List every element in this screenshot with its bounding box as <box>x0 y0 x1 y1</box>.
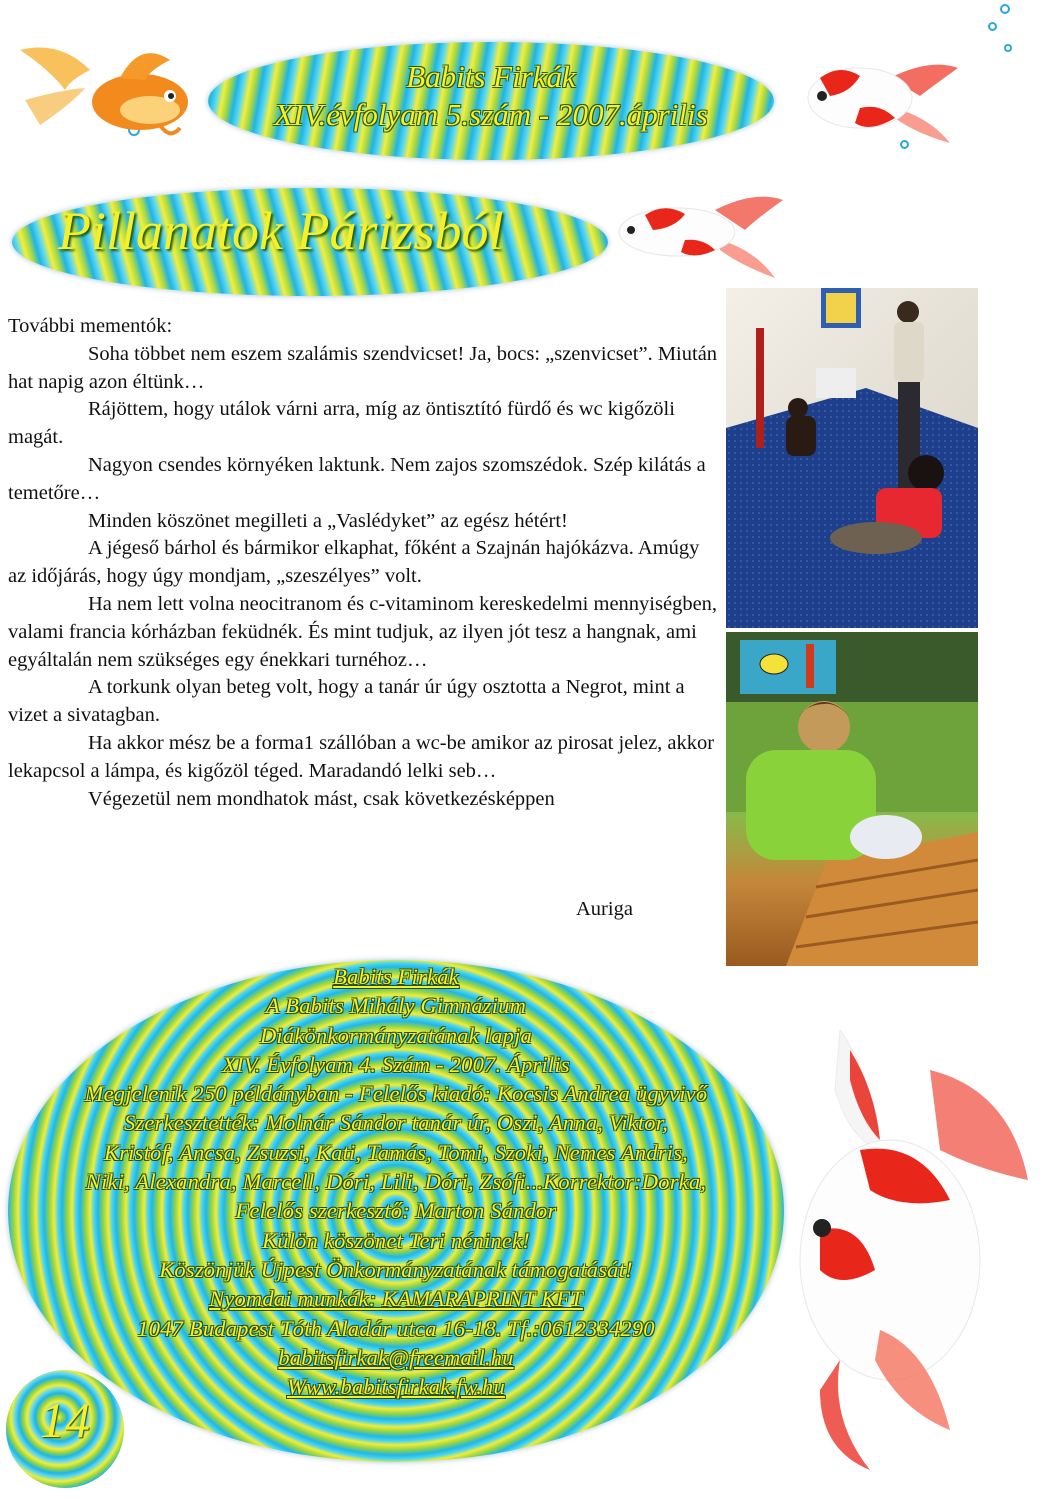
colophon-address: 1047 Budapest Tóth Aladár utca 16-18. Tf.:0612334290 <box>137 1315 655 1341</box>
corridor-illustration <box>726 288 978 628</box>
masthead-title: Babits Firkák <box>406 59 576 94</box>
koi-fish-icon <box>780 1030 1030 1470</box>
article-paragraph: Nagyon csendes környéken laktunk. Nem zajos szomszédok. Szép kilátás a temetőre… <box>8 453 706 504</box>
colophon-line: Niki, Alexandra, Marcell, Dóri, Lili, Dóri, Zsófi...Korrektor:Dorka, <box>85 1169 707 1195</box>
article-paragraph: Minden köszönet megilleti a „Vaslédyket” az egész hétért! <box>88 509 568 532</box>
article-author: Auriga <box>576 898 633 920</box>
article-paragraph: A torkunk olyan beteg volt, hogy a tanár úr úgy osztotta a Negrot, mint a vizet a sivatagban. <box>8 676 685 727</box>
colophon-title: Babits Firkák <box>333 964 459 989</box>
article-paragraph: Ha akkor mész be a forma1 szállóban a wc-be amikor az pirosat jelez, akkor lekapcsol a lámpa, és kigőzöl téged. Maradandó lelki seb… <box>8 731 715 782</box>
colophon-line: A Babits Mihály Gimnázium <box>265 993 527 1019</box>
article-paragraph: Soha többet nem eszem szalámis szendvicset! Ja, bocs: „szenvicset”. Miután hat napig azon éltünk… <box>8 342 718 393</box>
colophon-line: Megjelenik 250 példányban - Felelős kiadó: Kocsis Andrea ügyvivő <box>84 1081 708 1107</box>
photo-hotel-corridor <box>726 288 978 628</box>
colophon <box>8 962 784 1401</box>
colophon-email-link[interactable]: babitsfirkak@freemail.hu <box>278 1344 514 1370</box>
photo-picnic <box>726 632 978 966</box>
article-intro: További mementók: <box>8 315 173 337</box>
koi-fish-icon <box>800 48 960 148</box>
article-paragraph: Rájöttem, hogy utálok várni arra, míg az öntisztító fürdő és wc kigőzöli magát. <box>8 398 675 449</box>
article-paragraph: A jégeső bárhol és bármikor elkaphat, főként a Szajnán hajókázva. Amúgy az időjárás, hogy úgy mondjam, „szeszélyes” volt. <box>8 537 700 588</box>
picnic-illustration <box>726 632 978 966</box>
page-number: 14 <box>40 1392 90 1448</box>
bubble <box>988 22 997 31</box>
colophon-line: Szerkesztették: Molnár Sándor tanár úr, Oszi, Anna, Viktor, <box>123 1110 669 1136</box>
colophon-line: XIV. Évfolyam 4. Szám - 2007. Április <box>222 1051 570 1077</box>
goldfish-icon <box>20 30 200 140</box>
article-paragraph: Ha nem lett volna neocitranom és c-vitaminom kereskedelmi mennyiségben, valami francia kórházban feküdnék. És mint tudjuk, az ilyen jót tesz a hangnak, ami egyáltalán nem szükséges egy énekkari turnéhoz… <box>8 592 718 671</box>
colophon-line: Köszönjük Újpest Önkormányzatának támogatását! <box>159 1256 633 1282</box>
article-body <box>8 313 718 813</box>
bubble <box>1000 4 1010 14</box>
colophon-line: Külön köszönet Teri néninek! <box>262 1227 530 1253</box>
article-paragraph: Végezetül nem mondhatok mást, csak következésképpen <box>88 787 555 810</box>
masthead-issue: XIV.évfolyam 5.szám - 2007.április <box>274 97 708 132</box>
masthead <box>208 58 774 134</box>
colophon-website-link[interactable]: Www.babitsfirkak.fw.hu <box>287 1374 505 1400</box>
colophon-line: Felelős szerkesztő: Marton Sándor <box>235 1198 557 1224</box>
page-title: Pillanatok Párizsból <box>58 201 504 261</box>
colophon-line: Kristóf, Ancsa, Zsuzsi, Kati, Tamás, Tomi, Szoki, Nemes Andris, <box>104 1139 688 1165</box>
koi-fish-icon <box>615 190 785 280</box>
colophon-printer: Nyomdai munkák: KAMARAPRINT KFT <box>209 1286 583 1312</box>
colophon-line: Diákönkormányzatának lapja <box>259 1022 533 1048</box>
bubble <box>1004 44 1012 52</box>
